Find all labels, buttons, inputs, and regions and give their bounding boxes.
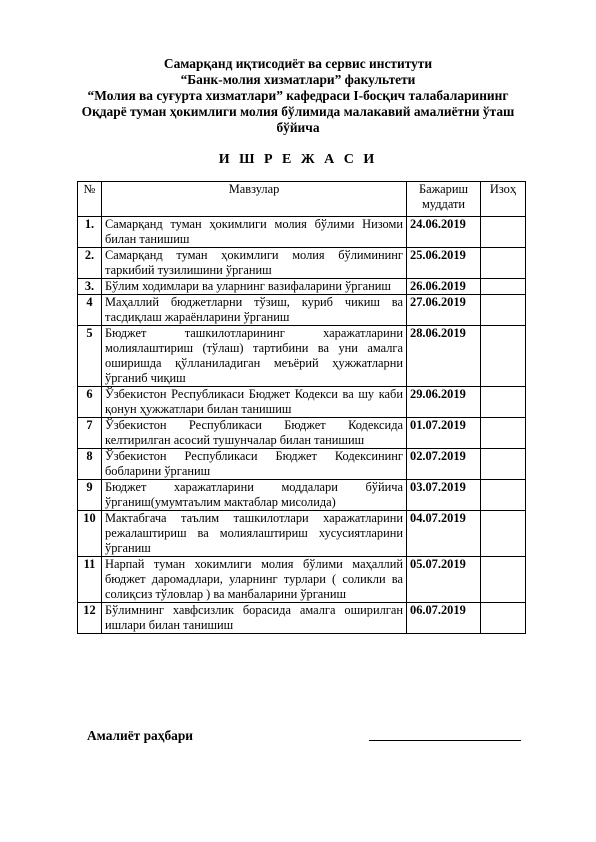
- row-deadline: 04.07.2019: [407, 511, 481, 557]
- plan-title: И Ш Р Е Ж А С И: [218, 152, 378, 167]
- row-note: [481, 511, 526, 557]
- table-row: [78, 449, 526, 480]
- row-number: 8: [78, 449, 102, 480]
- row-deadline: 27.06.2019: [407, 295, 481, 326]
- row-note: [481, 480, 526, 511]
- table-header-row: [78, 182, 526, 217]
- column-header-topics: Мавзулар: [102, 182, 407, 217]
- row-topic: Нарпай туман хокимлиги молия бўлими маҳаллий бюджет даромадлари, уларнинг турлари ( соликли ва солиқсиз тўловлар ) ва манбаларини ўрганиш: [102, 557, 407, 603]
- row-deadline: 28.06.2019: [407, 326, 481, 387]
- header-faculty: “Банк-молия хизматлари” факультети: [180, 72, 416, 87]
- document-header: [60, 56, 536, 136]
- table-row: [78, 511, 526, 557]
- row-deadline: 01.07.2019: [407, 418, 481, 449]
- row-topic: Самарқанд туман ҳокимлиги молия бўлими Низоми билан танишиш: [102, 217, 407, 248]
- row-deadline: 03.07.2019: [407, 480, 481, 511]
- row-deadline: 02.07.2019: [407, 449, 481, 480]
- header-practice-suffix: бўйича: [276, 120, 320, 135]
- row-number: 5: [78, 326, 102, 387]
- row-number: 1.: [78, 217, 102, 248]
- row-deadline: 26.06.2019: [407, 279, 481, 295]
- header-department: “Молия ва суғурта хизматлари” кафедраси I-босқич талабаларининг: [87, 88, 509, 103]
- row-topic: Мактабгача таълим ташкилотлари харажатларини режалаштириш ва молиялаштириш хусусиятларини ўрганиш: [102, 511, 407, 557]
- row-topic: Маҳаллий бюджетларни тўзиш, куриб чикиш ва тасдиқлаш жараёнларини ўрганиш: [102, 295, 407, 326]
- row-deadline: 05.07.2019: [407, 557, 481, 603]
- table-row: [78, 480, 526, 511]
- row-topic: Бюджет харажатларини моддалари бўйича ўрганиш(умумтаълим мактаблар мисолида): [102, 480, 407, 511]
- table-row: [78, 326, 526, 387]
- row-number: 4: [78, 295, 102, 326]
- row-number: 3.: [78, 279, 102, 295]
- row-note: [481, 387, 526, 418]
- table-row: [78, 295, 526, 326]
- row-deadline: 24.06.2019: [407, 217, 481, 248]
- row-topic: Ўзбекистон Республикаси Бюджет Кодекси ва шу каби қонун ҳужжатлари билан танишиш: [102, 387, 407, 418]
- row-note: [481, 418, 526, 449]
- row-note: [481, 326, 526, 387]
- table-row: [78, 217, 526, 248]
- row-note: [481, 449, 526, 480]
- header-institute: Самарқанд иқтисодиёт ва сервис институти: [163, 56, 433, 71]
- row-number: 6: [78, 387, 102, 418]
- row-note: [481, 557, 526, 603]
- row-deadline: 29.06.2019: [407, 387, 481, 418]
- row-number: 10: [78, 511, 102, 557]
- row-topic: Самарқанд туман ҳокимлиги молия бўлимининг таркибий тузилишини ўрганиш: [102, 248, 407, 279]
- header-practice-place: Оқдарё туман ҳокимлиги молия бўлимида малакавий амалиётни ўташ: [81, 104, 515, 119]
- row-topic: Бўлимнинг хавфсизлик борасида амалга оширилган ишлари билан танишиш: [102, 603, 407, 634]
- row-note: [481, 217, 526, 248]
- table-body: [78, 217, 526, 634]
- row-number: 11: [78, 557, 102, 603]
- row-deadline: 25.06.2019: [407, 248, 481, 279]
- table-row: [78, 557, 526, 603]
- supervisor-label: Амалиёт раҳбари: [87, 728, 194, 743]
- row-number: 9: [78, 480, 102, 511]
- row-note: [481, 248, 526, 279]
- work-plan-table: [77, 181, 526, 634]
- table-row: [78, 387, 526, 418]
- row-topic: Ўзбекистон Республикаси Бюджет Кодексида келтирилган асосий тушунчалар билан танишиш: [102, 418, 407, 449]
- column-header-note: Изоҳ: [481, 182, 526, 217]
- column-header-number: №: [78, 182, 102, 217]
- row-deadline: 06.07.2019: [407, 603, 481, 634]
- row-topic: Ўзбекистон Республикаси Бюджет Кодексининг бобларини ўрганиш: [102, 449, 407, 480]
- row-note: [481, 603, 526, 634]
- row-topic: Бюджет ташкилотларининг харажатларини молиялаштириш (тўлаш) тартибини ва уни амалга оширишда қўлланиладиган меъёрий ҳужжатларни ўрганиб чиқиш: [102, 326, 407, 387]
- row-number: 12: [78, 603, 102, 634]
- row-note: [481, 279, 526, 295]
- signature-line: [369, 740, 521, 741]
- row-note: [481, 295, 526, 326]
- table-row: [78, 279, 526, 295]
- table-row: [78, 418, 526, 449]
- row-number: 2.: [78, 248, 102, 279]
- column-header-deadline: Бажариш муддати: [407, 182, 481, 217]
- table-row: [78, 603, 526, 634]
- row-topic: Бўлим ходимлари ва уларнинг вазифаларини ўрганиш: [102, 279, 407, 295]
- table-row: [78, 248, 526, 279]
- row-number: 7: [78, 418, 102, 449]
